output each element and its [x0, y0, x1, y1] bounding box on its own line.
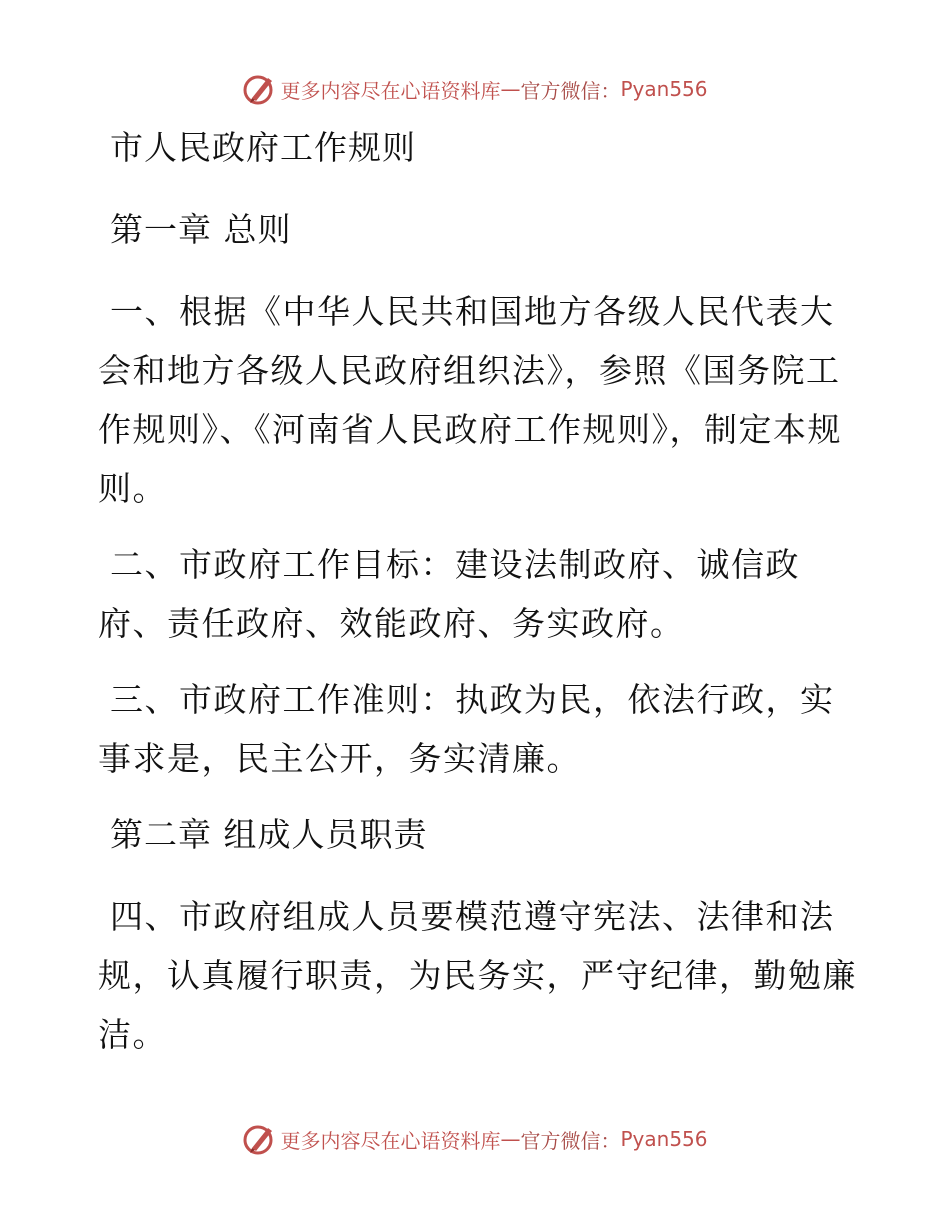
header-watermark: [0, 72, 950, 106]
watermark-main-text: 更多内容尽在心语资料库: [280, 78, 501, 103]
article-paragraph-1: 一、根据《中华人民共和国地方各级人民代表大会和地方各级人民政府组织法》，参照《国务院工作规则》、《河南省人民政府工作规则》，制定本规则。: [98, 292, 842, 508]
chapter-heading-2: 第二章 组成人员职责: [110, 815, 428, 854]
watermark-dash: —: [500, 77, 521, 101]
pen-in-circle-icon: [242, 1122, 276, 1156]
article-paragraph-2: 二、市政府工作目标：建设法制政府、诚信政府、责任政府、效能政府、务实政府。: [98, 545, 800, 643]
document-body: [98, 118, 858, 1081]
watermark-handle: Pyan556: [620, 1127, 708, 1151]
document-title: 市人民政府工作规则: [110, 128, 416, 167]
footer-watermark: [0, 1122, 950, 1156]
watermark-sub-text: 官方微信：: [520, 78, 621, 103]
article-paragraph-4: 四、市政府组成人员要模范遵守宪法、法律和法规，认真履行职责，为民务实，严守纪律，勤勉廉洁。: [98, 897, 857, 1054]
chapter-heading-1: 第一章 总则: [110, 210, 292, 249]
watermark-sub-text: 官方微信：: [520, 1128, 621, 1153]
watermark-dash: —: [500, 1127, 521, 1151]
pen-in-circle-icon: [242, 72, 276, 106]
article-paragraph-3: 三、市政府工作准则：执政为民，依法行政，实事求是，民主公开，务实清廉。: [98, 680, 835, 778]
watermark-main-text: 更多内容尽在心语资料库: [280, 1128, 501, 1153]
watermark-handle: Pyan556: [620, 77, 708, 101]
